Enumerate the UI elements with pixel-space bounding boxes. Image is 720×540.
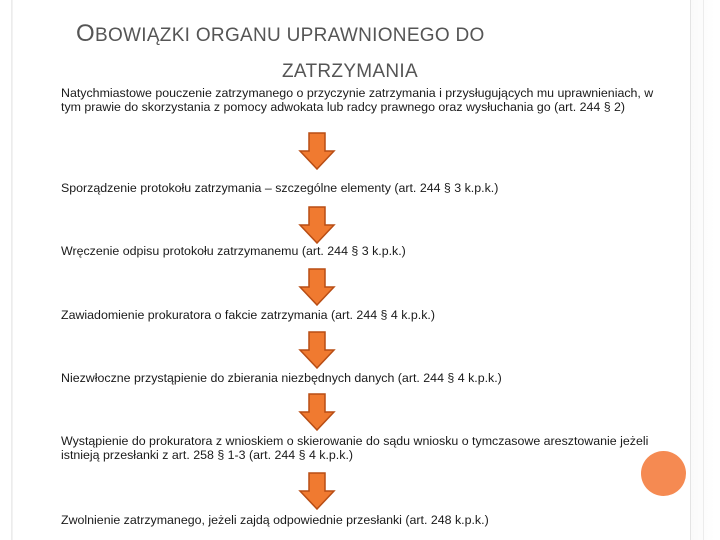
- step-5-text: Niezwłoczne przystąpienie do zbierania niezbędnych danych (art. 244 § 4 k.p.k.): [61, 371, 502, 385]
- down-arrow-icon: [298, 393, 336, 431]
- down-arrow-icon: [298, 331, 336, 369]
- step-1-text: Natychmiastowe pouczenie zatrzymanego o przyczynie zatrzymania i przysługujących mu uprawnieniach, w tym prawie do skorzystania z pomocy adwokata lub radcy prawnego oraz wysłuchania go (art. 244 § 2): [61, 86, 654, 114]
- step-3-text: Wręczenie odpisu protokołu zatrzymanemu (art. 244 § 3 k.p.k.): [61, 244, 406, 258]
- down-arrow-icon: [298, 268, 336, 306]
- title-line-2: ZATRZYMANIA: [282, 61, 418, 82]
- right-border-decoration: [690, 0, 715, 540]
- down-arrow-icon: [298, 472, 336, 510]
- title-line-1: [70, 16, 630, 54]
- orange-circle-decoration: [641, 451, 686, 496]
- down-arrow-icon: [298, 132, 336, 170]
- down-arrow-icon: [298, 206, 336, 244]
- step-2-text: Sporządzenie protokołu zatrzymania – szczególne elementy (art. 244 § 3 k.p.k.): [61, 181, 499, 195]
- step-6-text: Wystąpienie do prokuratora z wnioskiem o skierowanie do sądu wniosku o tymczasowe aresztowanie jeżeli istnieją przesłanki z art. 258 § 1-3 (art. 244 § 4 k.p.k.): [61, 434, 649, 462]
- title-line-1-text: BOWIĄZKI ORGANU UPRAWNIONEGO DO: [94, 25, 485, 46]
- title-initial-cap: O: [76, 20, 95, 47]
- left-border-decoration: [11, 0, 13, 540]
- slide-title: [70, 16, 630, 90]
- step-4-text: Zawiadomienie prokuratora o fakcie zatrzymania (art. 244 § 4 k.p.k.): [61, 308, 435, 322]
- step-7-text: Zwolnienie zatrzymanego, jeżeli zajdą odpowiednie przesłanki (art. 248 k.p.k.): [61, 513, 489, 527]
